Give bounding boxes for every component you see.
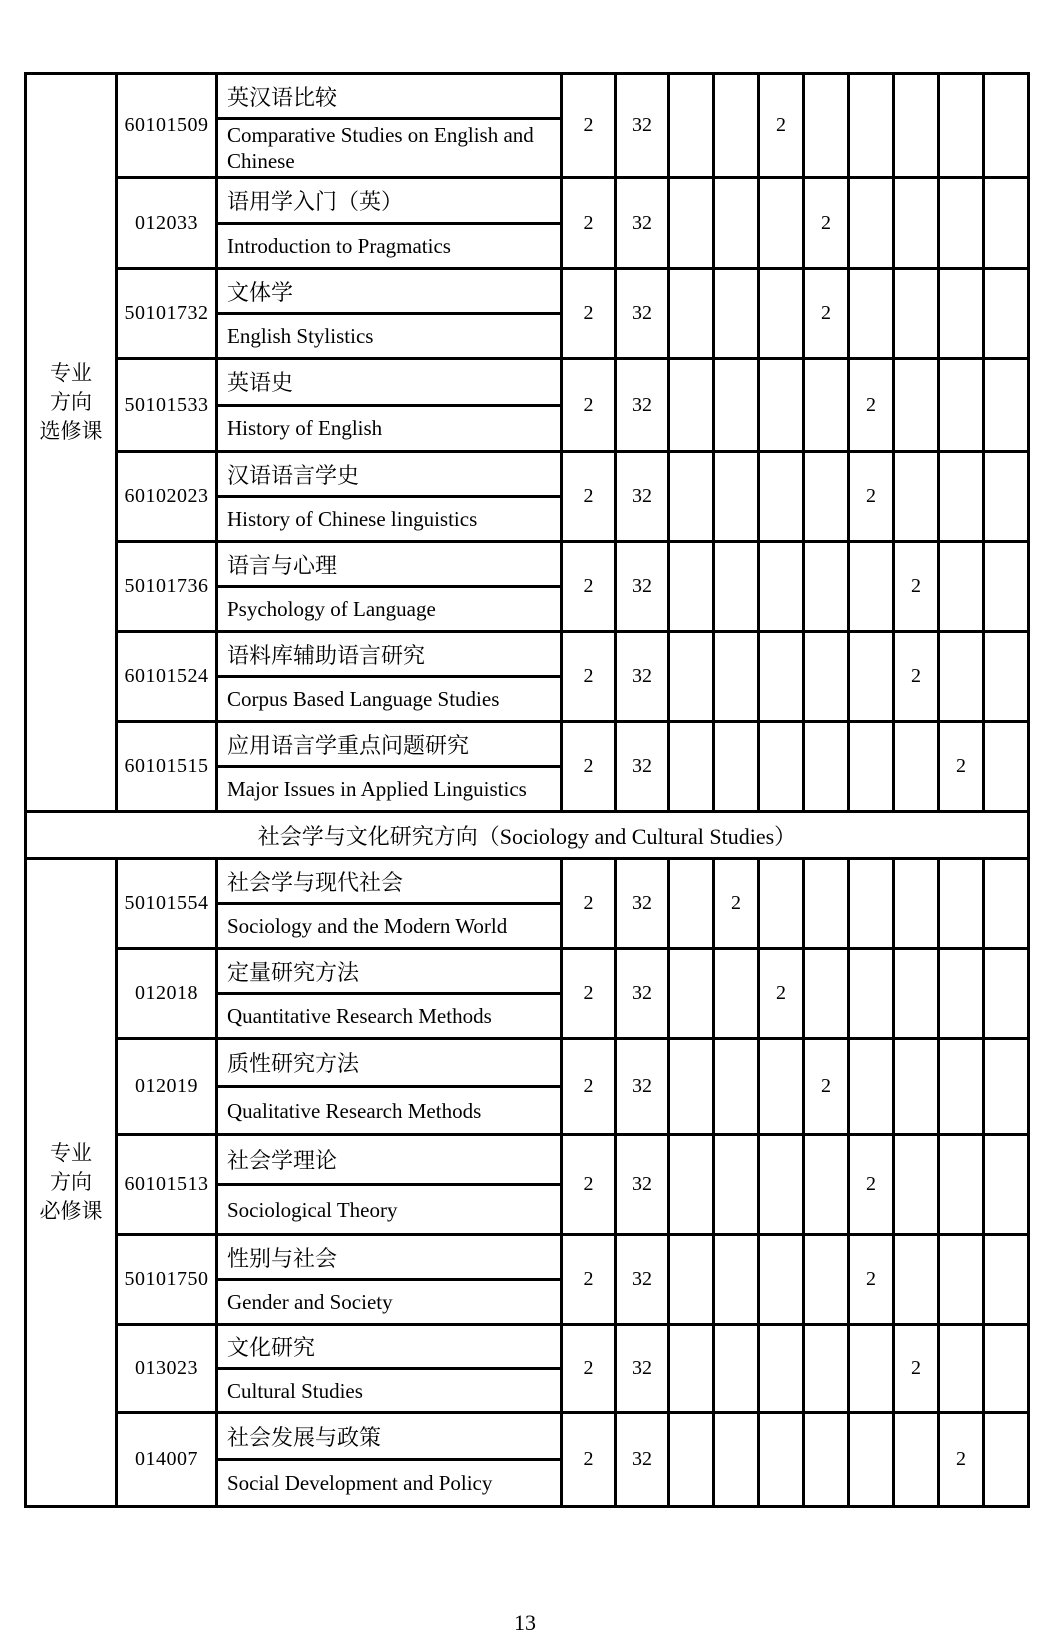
term-empty-cell <box>850 860 895 950</box>
term-empty-cell <box>670 270 715 360</box>
term-empty-cell <box>850 270 895 360</box>
term-hours-value: 2 <box>715 860 760 950</box>
credits-value: 2 <box>563 1236 617 1326</box>
term-empty-cell <box>670 1236 715 1326</box>
term-hours-value: 2 <box>850 1136 895 1236</box>
course-name-cn: 汉语语言学史 <box>218 453 560 498</box>
course-name-cn: 英汉语比较 <box>218 75 560 120</box>
term-empty-cell <box>670 1326 715 1414</box>
hours-value: 32 <box>617 1040 670 1136</box>
term-empty-cell <box>895 179 940 270</box>
term-empty-cell <box>850 75 895 179</box>
course-name-en: Cultural Studies <box>227 1378 363 1403</box>
section-divider-label: 社会学与文化研究方向（Sociology and Cultural Studies） <box>27 813 1030 860</box>
term-empty-cell <box>985 633 1030 723</box>
term-empty-cell <box>850 950 895 1040</box>
credits-value: 2 <box>563 1040 617 1136</box>
term-empty-cell <box>895 270 940 360</box>
course-name-en: Qualitative Research Methods <box>227 1098 482 1123</box>
term-empty-cell <box>715 1040 760 1136</box>
hours-value: 32 <box>617 75 670 179</box>
course-name-cell <box>218 1236 563 1326</box>
term-empty-cell <box>670 1136 715 1236</box>
course-name-cell <box>218 270 563 360</box>
term-hours-value: 2 <box>805 179 850 270</box>
term-empty-cell <box>985 1414 1030 1508</box>
term-empty-cell <box>985 723 1030 813</box>
term-empty-cell <box>715 1414 760 1508</box>
credits-value: 2 <box>563 543 617 633</box>
course-name-cn: 语用学入门（英） <box>218 179 560 225</box>
hours-value: 32 <box>617 1236 670 1326</box>
term-empty-cell <box>805 1326 850 1414</box>
course-name-cell <box>218 1136 563 1236</box>
term-empty-cell <box>760 453 805 543</box>
term-empty-cell <box>760 360 805 453</box>
term-empty-cell <box>985 860 1030 950</box>
course-code: 012019 <box>118 1040 218 1136</box>
course-name-cn: 质性研究方法 <box>218 1040 560 1088</box>
credits-value: 2 <box>563 950 617 1040</box>
term-empty-cell <box>760 723 805 813</box>
course-name-en: English Stylistics <box>227 324 374 348</box>
course-name-cell <box>218 453 563 543</box>
course-code: 50101736 <box>118 543 218 633</box>
course-name-cell <box>218 543 563 633</box>
term-hours-value: 2 <box>895 543 940 633</box>
category-label-line: 方向 <box>50 390 92 414</box>
term-empty-cell <box>850 1414 895 1508</box>
term-empty-cell <box>895 1040 940 1136</box>
term-empty-cell <box>940 270 985 360</box>
hours-value: 32 <box>617 543 670 633</box>
term-hours-value: 2 <box>850 1236 895 1326</box>
course-code: 60101509 <box>118 75 218 179</box>
term-hours-value: 2 <box>760 950 805 1040</box>
course-name-en: Quantitative Research Methods <box>227 1004 492 1028</box>
course-name-cell <box>218 1040 563 1136</box>
term-hours-value: 2 <box>850 453 895 543</box>
hours-value: 32 <box>617 1136 670 1236</box>
course-name-en: Corpus Based Language Studies <box>227 687 500 711</box>
term-empty-cell <box>670 1414 715 1508</box>
term-empty-cell <box>670 860 715 950</box>
course-code: 013023 <box>118 1326 218 1414</box>
term-hours-value: 2 <box>940 1414 985 1508</box>
page-number: 13 <box>514 1610 536 1635</box>
term-empty-cell <box>895 1236 940 1326</box>
course-code: 014007 <box>118 1414 218 1508</box>
course-name-en: History of Chinese linguistics <box>227 507 478 531</box>
term-empty-cell <box>940 75 985 179</box>
category-label <box>40 359 103 446</box>
term-empty-cell <box>670 723 715 813</box>
credits-value: 2 <box>563 1414 617 1508</box>
term-empty-cell <box>760 543 805 633</box>
course-code: 60102023 <box>118 453 218 543</box>
term-empty-cell <box>715 75 760 179</box>
hours-value: 32 <box>617 723 670 813</box>
term-empty-cell <box>805 950 850 1040</box>
term-empty-cell <box>985 950 1030 1040</box>
course-name-en: Gender and Society <box>227 1290 393 1314</box>
term-empty-cell <box>715 179 760 270</box>
hours-value: 32 <box>617 270 670 360</box>
term-empty-cell <box>940 1236 985 1326</box>
term-empty-cell <box>715 1236 760 1326</box>
category-label-line: 必修课 <box>39 1199 103 1223</box>
credits-value: 2 <box>563 1136 617 1236</box>
term-empty-cell <box>670 950 715 1040</box>
term-empty-cell <box>895 860 940 950</box>
credits-value: 2 <box>563 453 617 543</box>
term-empty-cell <box>850 179 895 270</box>
course-name-cell <box>218 633 563 723</box>
course-name-cell <box>218 950 563 1040</box>
term-empty-cell <box>760 1236 805 1326</box>
credits-value: 2 <box>563 179 617 270</box>
hours-value: 32 <box>617 179 670 270</box>
term-empty-cell <box>715 543 760 633</box>
course-name-en: Psychology of Language <box>227 597 436 621</box>
course-name-cn: 文化研究 <box>218 1326 560 1370</box>
term-empty-cell <box>985 543 1030 633</box>
term-empty-cell <box>715 950 760 1040</box>
course-name-cell <box>218 1326 563 1414</box>
category-cell <box>27 860 118 1508</box>
term-empty-cell <box>940 1136 985 1236</box>
course-name-cell <box>218 860 563 950</box>
course-name-en: Sociological Theory <box>227 1197 398 1222</box>
course-name-cn: 应用语言学重点问题研究 <box>218 723 560 768</box>
course-name-cn: 性别与社会 <box>218 1236 560 1281</box>
term-hours-value: 2 <box>805 270 850 360</box>
course-name-en: Comparative Studies on English and Chinese <box>227 123 534 174</box>
term-empty-cell <box>940 1040 985 1136</box>
term-empty-cell <box>940 543 985 633</box>
category-label <box>40 1139 103 1226</box>
category-label-line: 选修课 <box>39 419 103 443</box>
term-empty-cell <box>760 860 805 950</box>
course-name-cn: 语料库辅助语言研究 <box>218 633 560 678</box>
hours-value: 32 <box>617 950 670 1040</box>
term-empty-cell <box>670 75 715 179</box>
term-empty-cell <box>895 1414 940 1508</box>
credits-value: 2 <box>563 1326 617 1414</box>
hours-value: 32 <box>617 453 670 543</box>
course-code: 50101533 <box>118 360 218 453</box>
term-empty-cell <box>985 360 1030 453</box>
term-hours-value: 2 <box>940 723 985 813</box>
course-name-cell <box>218 1414 563 1508</box>
term-hours-value: 2 <box>895 633 940 723</box>
course-code: 50101750 <box>118 1236 218 1326</box>
term-empty-cell <box>985 179 1030 270</box>
credits-value: 2 <box>563 633 617 723</box>
term-empty-cell <box>940 179 985 270</box>
term-empty-cell <box>895 360 940 453</box>
course-name-cn: 社会学与现代社会 <box>218 860 560 905</box>
course-name-en: Introduction to Pragmatics <box>227 233 451 258</box>
course-name-cn: 文体学 <box>218 270 560 315</box>
term-empty-cell <box>715 270 760 360</box>
course-code: 012033 <box>118 179 218 270</box>
term-empty-cell <box>985 1136 1030 1236</box>
term-empty-cell <box>715 360 760 453</box>
term-hours-value: 2 <box>805 1040 850 1136</box>
term-empty-cell <box>985 453 1030 543</box>
term-empty-cell <box>805 75 850 179</box>
course-name-cell <box>218 360 563 453</box>
term-empty-cell <box>715 723 760 813</box>
term-empty-cell <box>985 1040 1030 1136</box>
term-empty-cell <box>805 1236 850 1326</box>
term-empty-cell <box>760 1326 805 1414</box>
term-empty-cell <box>985 1326 1030 1414</box>
course-name-en: Major Issues in Applied Linguistics <box>227 777 527 801</box>
term-empty-cell <box>715 633 760 723</box>
course-code: 60101524 <box>118 633 218 723</box>
term-empty-cell <box>850 633 895 723</box>
course-name-cn: 英语史 <box>218 360 560 407</box>
term-empty-cell <box>985 75 1030 179</box>
course-name-cell <box>218 75 563 179</box>
course-code: 60101513 <box>118 1136 218 1236</box>
course-code: 012018 <box>118 950 218 1040</box>
term-empty-cell <box>985 1236 1030 1326</box>
term-empty-cell <box>760 270 805 360</box>
term-empty-cell <box>805 1136 850 1236</box>
term-empty-cell <box>985 270 1030 360</box>
credits-value: 2 <box>563 75 617 179</box>
term-empty-cell <box>715 1136 760 1236</box>
term-empty-cell <box>760 633 805 723</box>
term-empty-cell <box>940 360 985 453</box>
term-empty-cell <box>895 1136 940 1236</box>
term-empty-cell <box>805 1414 850 1508</box>
credits-value: 2 <box>563 360 617 453</box>
credits-value: 2 <box>563 723 617 813</box>
term-empty-cell <box>715 453 760 543</box>
term-empty-cell <box>850 543 895 633</box>
course-name-cell <box>218 723 563 813</box>
term-empty-cell <box>850 1326 895 1414</box>
term-empty-cell <box>895 950 940 1040</box>
term-empty-cell <box>670 543 715 633</box>
term-empty-cell <box>670 179 715 270</box>
term-empty-cell <box>760 1414 805 1508</box>
category-label-line: 专业 <box>50 1141 92 1165</box>
hours-value: 32 <box>617 1326 670 1414</box>
course-name-cn: 定量研究方法 <box>218 950 560 995</box>
term-empty-cell <box>895 75 940 179</box>
term-empty-cell <box>850 1040 895 1136</box>
hours-value: 32 <box>617 633 670 723</box>
term-empty-cell <box>670 1040 715 1136</box>
credits-value: 2 <box>563 270 617 360</box>
term-empty-cell <box>805 723 850 813</box>
term-empty-cell <box>850 723 895 813</box>
course-name-cell <box>218 179 563 270</box>
course-name-cn: 社会学理论 <box>218 1136 560 1186</box>
curriculum-table <box>24 72 1030 1508</box>
term-empty-cell <box>940 633 985 723</box>
term-empty-cell <box>670 453 715 543</box>
course-code: 50101732 <box>118 270 218 360</box>
term-empty-cell <box>805 360 850 453</box>
course-name-en: Sociology and the Modern World <box>227 914 508 938</box>
term-empty-cell <box>940 453 985 543</box>
category-label-line: 专业 <box>50 361 92 385</box>
term-empty-cell <box>760 179 805 270</box>
term-empty-cell <box>805 543 850 633</box>
term-empty-cell <box>670 360 715 453</box>
term-empty-cell <box>805 633 850 723</box>
term-hours-value: 2 <box>850 360 895 453</box>
term-empty-cell <box>805 860 850 950</box>
category-label-line: 方向 <box>50 1170 92 1194</box>
term-hours-value: 2 <box>895 1326 940 1414</box>
hours-value: 32 <box>617 1414 670 1508</box>
term-empty-cell <box>940 860 985 950</box>
term-empty-cell <box>895 453 940 543</box>
course-name-cn: 社会发展与政策 <box>218 1414 560 1461</box>
course-name-en: History of English <box>227 416 383 441</box>
term-empty-cell <box>805 453 850 543</box>
credits-value: 2 <box>563 860 617 950</box>
course-code: 60101515 <box>118 723 218 813</box>
hours-value: 32 <box>617 860 670 950</box>
term-empty-cell <box>940 950 985 1040</box>
term-hours-value: 2 <box>760 75 805 179</box>
course-code: 50101554 <box>118 860 218 950</box>
course-name-en: Social Development and Policy <box>227 1471 493 1495</box>
term-empty-cell <box>715 1326 760 1414</box>
term-empty-cell <box>760 1136 805 1236</box>
term-empty-cell <box>760 1040 805 1136</box>
category-cell <box>27 75 118 813</box>
course-name-cn: 语言与心理 <box>218 543 560 588</box>
hours-value: 32 <box>617 360 670 453</box>
term-empty-cell <box>895 723 940 813</box>
term-empty-cell <box>670 633 715 723</box>
term-empty-cell <box>940 1326 985 1414</box>
